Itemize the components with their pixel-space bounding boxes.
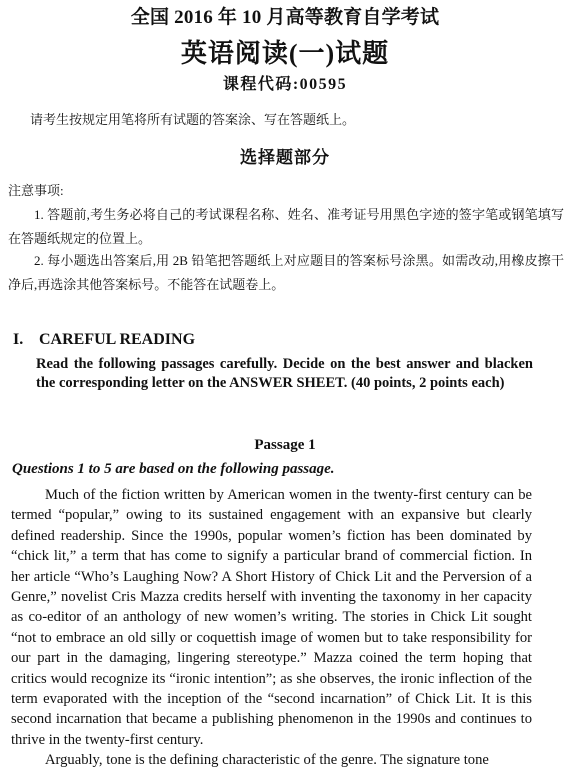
- passage-title: Passage 1: [254, 437, 316, 453]
- note-item-1: 1. 答题前,考生务必将自己的考试课程名称、姓名、准考证号用黑色字迹的签字笔或钢笔填写在答题纸规定的位置上。: [8, 207, 564, 246]
- part-heading: [13, 331, 195, 349]
- part-title: CAREFUL READING: [39, 331, 196, 348]
- subject-title: 英语阅读(一)试题: [180, 39, 390, 68]
- general-instruction: 请考生按规定用笔将所有试题的答案涂、写在答题纸上。: [30, 112, 356, 127]
- note-item-2: 2. 每小题选出答案后,用 2B 铅笔把答题纸上对应题目的答案标号涂黑。如需改动,用橡皮擦干净后,再选涂其他答案标号。不能答在试题卷上。: [8, 253, 564, 292]
- section-title: 选择题部分: [240, 148, 330, 167]
- passage-paragraph-1: Much of the fiction written by American women in the twenty-first century can be termed “popular,” owing to its sustained engagement with an expansive but clearly defined readership. Since the 1990s, popular women’s fiction has been dominated by “chick lit,” a term that has come to signify a particular brand of commercial fiction. In her article “Who’s Laughing Now? A Short History of Chick Lit and the Perversion of a Genre,” novelist Cris Mazza credits herself with inventing the taxonomy in her capacity as co-editor of an anthology of new women’s writing. The stories in Chick Lit sought “not to embrace an old silly or coquettish image of women but to take responsibility for our part in the damaging, lingering stereotype.” Mazza coined the term hoping that critics would recognize its “ironic intention”; as she observes, the ironic inflection of the term evaporated with the inception of the “second incarnation” of Chick Lit. It is this second incarnation that became a publishing phenomenon in the 1990s and continues to thrive in the twenty-first century.: [11, 487, 532, 748]
- course-code: 课程代码:00595: [222, 76, 348, 93]
- questions-note: Questions 1 to 5 are based on the following passage.: [12, 461, 335, 477]
- notes-heading: 注意事项:: [8, 183, 64, 198]
- exam-title: 全国 2016 年 10 月高等教育自学考试: [130, 7, 440, 28]
- part-directions: Read the following passages carefully. Decide on the best answer and blacken the corresponding letter on the ANSWER SHEET. (40 points, 2 points each): [36, 356, 533, 391]
- part-number: I.: [13, 331, 24, 348]
- passage-paragraph-2: Arguably, tone is the defining characteristic of the genre. The signature tone: [45, 752, 489, 769]
- passage-body: [11, 485, 532, 771]
